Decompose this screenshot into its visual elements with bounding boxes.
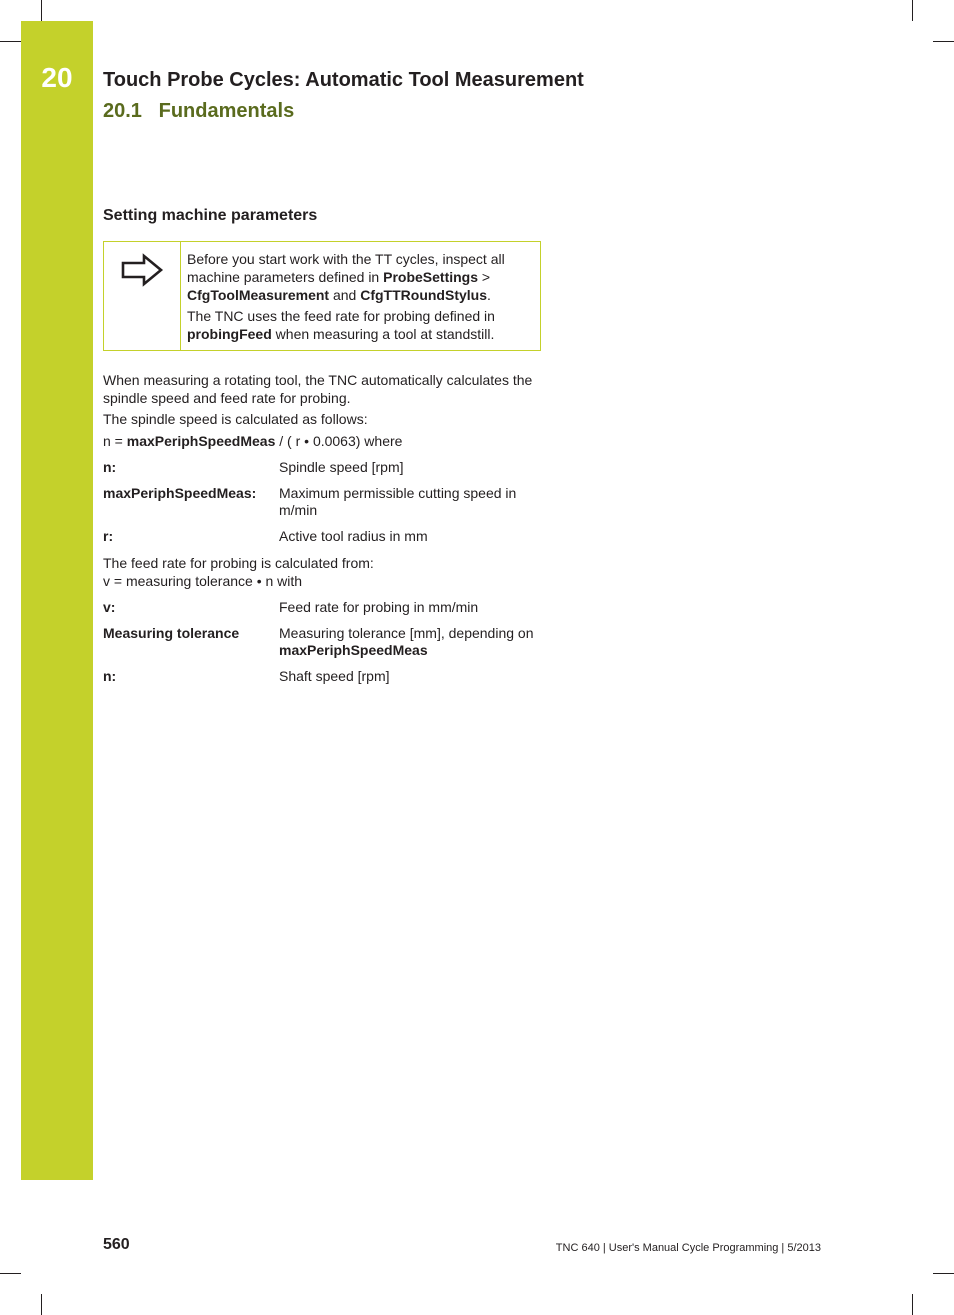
param-max-periph-speed-meas: maxPeriphSpeedMeas: [279, 642, 428, 658]
chapter-sidebar: [21, 21, 93, 1180]
definition-row: [103, 528, 543, 546]
note-text-span: The TNC uses the feed rate for probing defined in: [187, 308, 495, 324]
footer-text: TNC 640 | User's Manual Cycle Programming | 5/2013: [555, 1242, 821, 1254]
definition-term: n:: [103, 459, 117, 475]
note-text-span: Before you start work with the TT cycles, inspect all machine parameters defined in: [187, 251, 505, 285]
formula-text: / ( r • 0.0063) where: [275, 432, 403, 449]
chapter-number: 20: [41, 62, 73, 93]
formula: [103, 433, 543, 451]
note-paragraph: [187, 307, 532, 343]
note-text: [187, 250, 532, 346]
arrow-right-icon: [120, 252, 164, 288]
formula-text: n =: [103, 432, 127, 449]
param-probe-settings: ProbeSettings: [383, 269, 479, 285]
crop-mark: [0, 1273, 21, 1274]
paragraph: When measuring a rotating tool, the TNC automatically calculates the spindle speed and feed rate for probing.: [103, 372, 533, 406]
crop-mark: [41, 1294, 42, 1315]
definition-term: maxPeriphSpeedMeas:: [103, 484, 257, 501]
definition-term: Measuring tolerance: [103, 624, 240, 641]
note-paragraph: [187, 250, 532, 304]
definition-desc: Shaft speed [rpm]: [279, 667, 390, 684]
definition-desc: Spindle speed [rpm]: [279, 459, 404, 475]
crop-mark: [912, 0, 913, 21]
note-divider: [180, 242, 181, 350]
definition-desc: Active tool radius in mm: [279, 527, 428, 544]
definition-desc: Feed rate for probing in mm/min: [279, 599, 479, 615]
definition-row: [103, 485, 543, 520]
definition-list: [103, 599, 543, 685]
definition-desc: [279, 625, 543, 660]
note-box: [103, 241, 541, 351]
param-max-periph-speed-meas: maxPeriphSpeedMeas: [126, 432, 276, 449]
definition-row: [103, 625, 543, 660]
definition-term: v:: [103, 599, 116, 615]
definition-desc: Maximum permissible cutting speed in m/min: [279, 484, 517, 518]
definition-desc-text: Measuring tolerance [mm], depending on: [279, 624, 534, 641]
formula: v = measuring tolerance • n with: [103, 572, 303, 589]
note-text-span: when measuring a tool at standstill.: [271, 326, 495, 342]
chapter-title: Touch Probe Cycles: Automatic Tool Measurement: [103, 69, 584, 91]
note-text-span: and: [329, 287, 361, 303]
section-name: Fundamentals: [158, 100, 295, 122]
paragraph: The feed rate for probing is calculated from:: [103, 555, 374, 571]
note-text-span: >: [478, 269, 491, 285]
definition-list: [103, 459, 543, 545]
param-cfg-tt-round-stylus: CfgTTRoundStylus: [360, 287, 487, 303]
crop-mark: [912, 1294, 913, 1315]
page-number: 560: [103, 1236, 130, 1253]
definition-row: [103, 668, 543, 686]
definition-row: [103, 599, 543, 617]
section-number: 20.1: [103, 100, 142, 122]
body-content: [103, 372, 543, 695]
crop-mark: [933, 1273, 954, 1274]
param-cfg-tool-measurement: CfgToolMeasurement: [187, 287, 330, 303]
paragraph: The spindle speed is calculated as follows:: [103, 411, 368, 427]
crop-mark: [41, 0, 42, 21]
definition-row: [103, 459, 543, 477]
crop-mark: [933, 41, 954, 42]
definition-term: r:: [103, 527, 114, 544]
section-title: [103, 99, 294, 123]
param-probing-feed: probingFeed: [187, 326, 272, 342]
subheading: Setting machine parameters: [103, 207, 318, 224]
definition-term: n:: [103, 667, 117, 684]
crop-mark: [0, 41, 21, 42]
note-text-span: .: [487, 287, 491, 303]
